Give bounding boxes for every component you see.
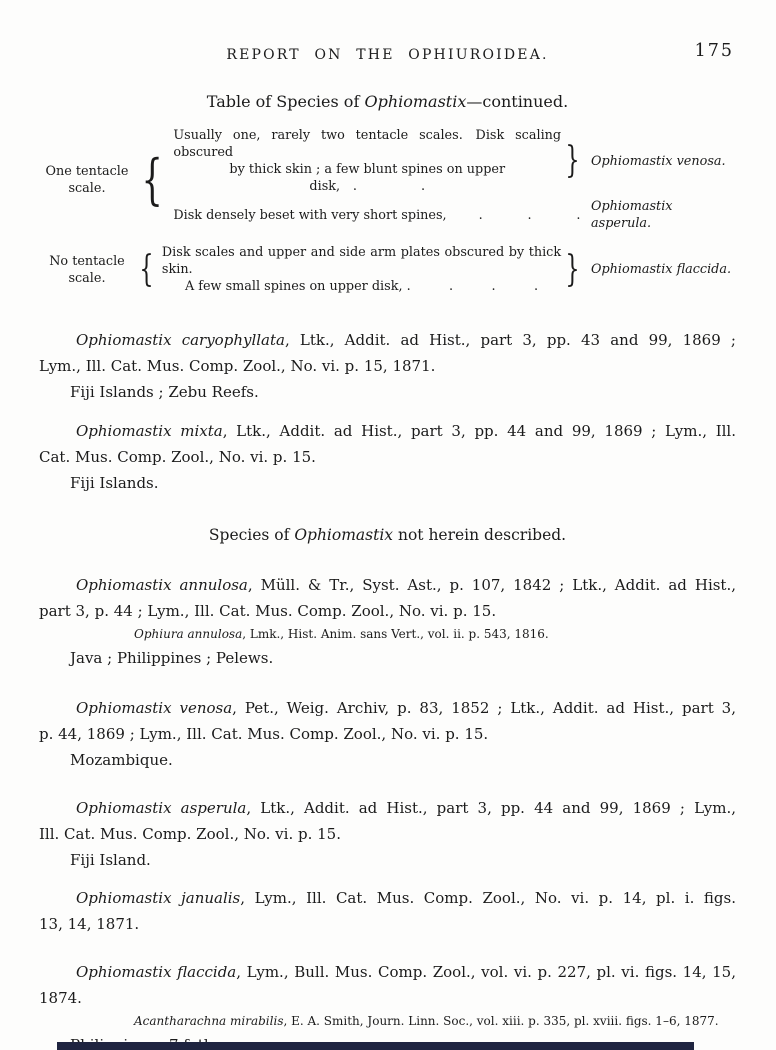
brace-close: }: [565, 248, 580, 290]
citation-line: Ill. Cat. Mus. Comp. Zool., No. vi. p. 15.: [39, 825, 341, 843]
citation-line: Lym., Ill. Cat. Mus. Comp. Zool., No. vi. p. 15, 1871.: [39, 357, 436, 375]
citation-text: , Pet., Weig. Archiv, p. 83, 1852 ; Ltk., Addit. ad Hist., part 3,: [232, 699, 736, 717]
citation-line: [39, 959, 736, 985]
species-entry-annulosa: [39, 572, 736, 671]
species-entry-caryophyllata: [39, 327, 736, 405]
key-clause-text: [169, 207, 584, 224]
page-header: [39, 41, 736, 66]
section-heading-post: not herein described.: [393, 526, 567, 544]
locality-line: Java ; Philippines ; Pelews.: [70, 649, 274, 667]
citation-line: 1874.: [39, 989, 82, 1007]
citation-text: , Lym., Bull. Mus. Comp. Zool., vol. vi. p. 227, pl. vi. figs. 14, 15,: [236, 963, 736, 981]
key-row-no-tentacle: [39, 244, 736, 295]
citation-line: part 3, p. 44 ; Lym., Ill. Cat. Mus. Comp. Zool., No. vi. p. 15.: [39, 602, 497, 620]
table-title-pre: Table of Species of: [206, 92, 365, 111]
brace-close: }: [565, 140, 580, 181]
species-name: Ophiomastix venosa: [76, 699, 233, 717]
brace-open: {: [139, 248, 154, 290]
synonym-species-name: Acantharachna mirabilis: [134, 1014, 284, 1028]
key-clause-line2: by thick skin ; a few blunt spines on upper disk, . .: [229, 162, 506, 194]
citation-line: p. 44, 1869 ; Lym., Ill. Cat. Mus. Comp. Zool., No. vi. p. 15.: [39, 725, 489, 743]
key-body: [169, 127, 736, 232]
key-label-line1: No tentacle: [49, 253, 125, 269]
key-clause-line1: Disk scales and upper and side arm plates obscured by thick skin.: [161, 245, 562, 277]
page-number: 175: [694, 41, 734, 61]
key-body: [158, 244, 736, 295]
table-title-post: —continued.: [466, 92, 569, 111]
species-entry-venosa: [39, 695, 736, 773]
species-entry-flaccida: [39, 959, 736, 1050]
species-entry-janualis: [39, 885, 736, 937]
synonym-citation: , E. A. Smith, Journ. Linn. Soc., vol. xiii. p. 335, pl. xviii. figs. 1–6, 1877.: [283, 1014, 719, 1028]
citation-text: , Müll. & Tr., Syst. Ast., p. 107, 1842 ; Ltk., Addit. ad Hist.,: [247, 576, 736, 594]
citation-text: , Ltk., Addit. ad Hist., part 3, pp. 44 and 99, 1869 ; Lym., Ill.: [222, 422, 736, 440]
synonym-species-name: Ophiura annulosa: [134, 627, 243, 641]
citation-text: , Ltk., Addit. ad Hist., part 3, pp. 44 and 99, 1869 ; Lym.,: [246, 799, 737, 817]
key-label-line2: scale.: [68, 270, 106, 286]
table-title: [39, 92, 736, 111]
key-species-name: Ophiomastix asperula.: [591, 199, 673, 231]
key-clause-line2: A few small spines on upper disk, . . . .: [184, 279, 539, 294]
species-entry-asperula: [39, 795, 736, 873]
key-row-one-tentacle: [39, 127, 736, 232]
key-clause-venosa: [169, 127, 736, 195]
scan-edge-bar: [57, 1042, 694, 1050]
key-clause-asperula: [169, 198, 736, 232]
species-name: Ophiomastix asperula: [76, 799, 247, 817]
key-species-name: Ophiomastix venosa.: [591, 153, 726, 169]
citation-line: [39, 695, 736, 721]
species-entry-mixta: [39, 418, 736, 496]
table-title-genus: Ophiomastix: [364, 92, 467, 111]
species-key-table: [39, 127, 736, 295]
key-clause-text: [158, 244, 561, 295]
species-name: Ophiomastix annulosa: [76, 576, 248, 594]
citation-line: [39, 885, 736, 911]
locality-line: Fiji Island.: [70, 851, 151, 869]
locality-line: Fiji Islands ; Zebu Reefs.: [70, 383, 259, 401]
section-heading: [39, 526, 736, 550]
citation-line: Cat. Mus. Comp. Zool., No. vi. p. 15.: [39, 448, 316, 466]
dot-leaders: . . .: [446, 207, 581, 223]
species-name: Ophiomastix flaccida: [76, 963, 237, 981]
synonym-line: [39, 1011, 736, 1032]
citation-line: [39, 572, 736, 598]
citation-line: [39, 327, 736, 353]
species-name: Ophiomastix mixta: [76, 422, 223, 440]
key-row-label: [39, 253, 135, 287]
species-name: Ophiomastix janualis: [76, 889, 241, 907]
species-name: Ophiomastix caryophyllata: [76, 331, 285, 349]
citation-text: , Ltk., Addit. ad Hist., part 3, pp. 43 and 99, 1869 ;: [284, 331, 736, 349]
synonym-line: [39, 624, 736, 645]
key-row-label: [39, 163, 135, 197]
citation-line: [39, 795, 736, 821]
key-label-line1: One tentacle: [45, 163, 129, 179]
brace-open: {: [141, 147, 163, 211]
citation-line: 13, 14, 1871.: [39, 915, 140, 933]
section-heading-pre: Species of: [208, 526, 295, 544]
key-label-line2: scale.: [68, 180, 106, 196]
synonym-citation: , Lmk., Hist. Anim. sans Vert., vol. ii. p. 543, 1816.: [242, 627, 549, 641]
key-clause-line: Disk densely beset with very short spines,: [173, 207, 447, 223]
key-species-name: Ophiomastix flaccida.: [591, 262, 732, 277]
key-clause-flaccida: [158, 244, 736, 295]
citation-text: , Lym., Ill. Cat. Mus. Comp. Zool., No. vi. p. 14, pl. i. figs.: [240, 889, 736, 907]
locality-line: Fiji Islands.: [70, 474, 159, 492]
key-clause-line1: Usually one, rarely two tentacle scales. Disk scaling obscured: [173, 128, 562, 160]
running-title: REPORT ON THE OPHIUROIDEA.: [226, 47, 549, 63]
section-heading-genus: Ophiomastix: [294, 526, 394, 544]
citation-line: [39, 418, 736, 444]
key-clause-text: [169, 127, 561, 195]
locality-line: Mozambique.: [70, 751, 173, 769]
